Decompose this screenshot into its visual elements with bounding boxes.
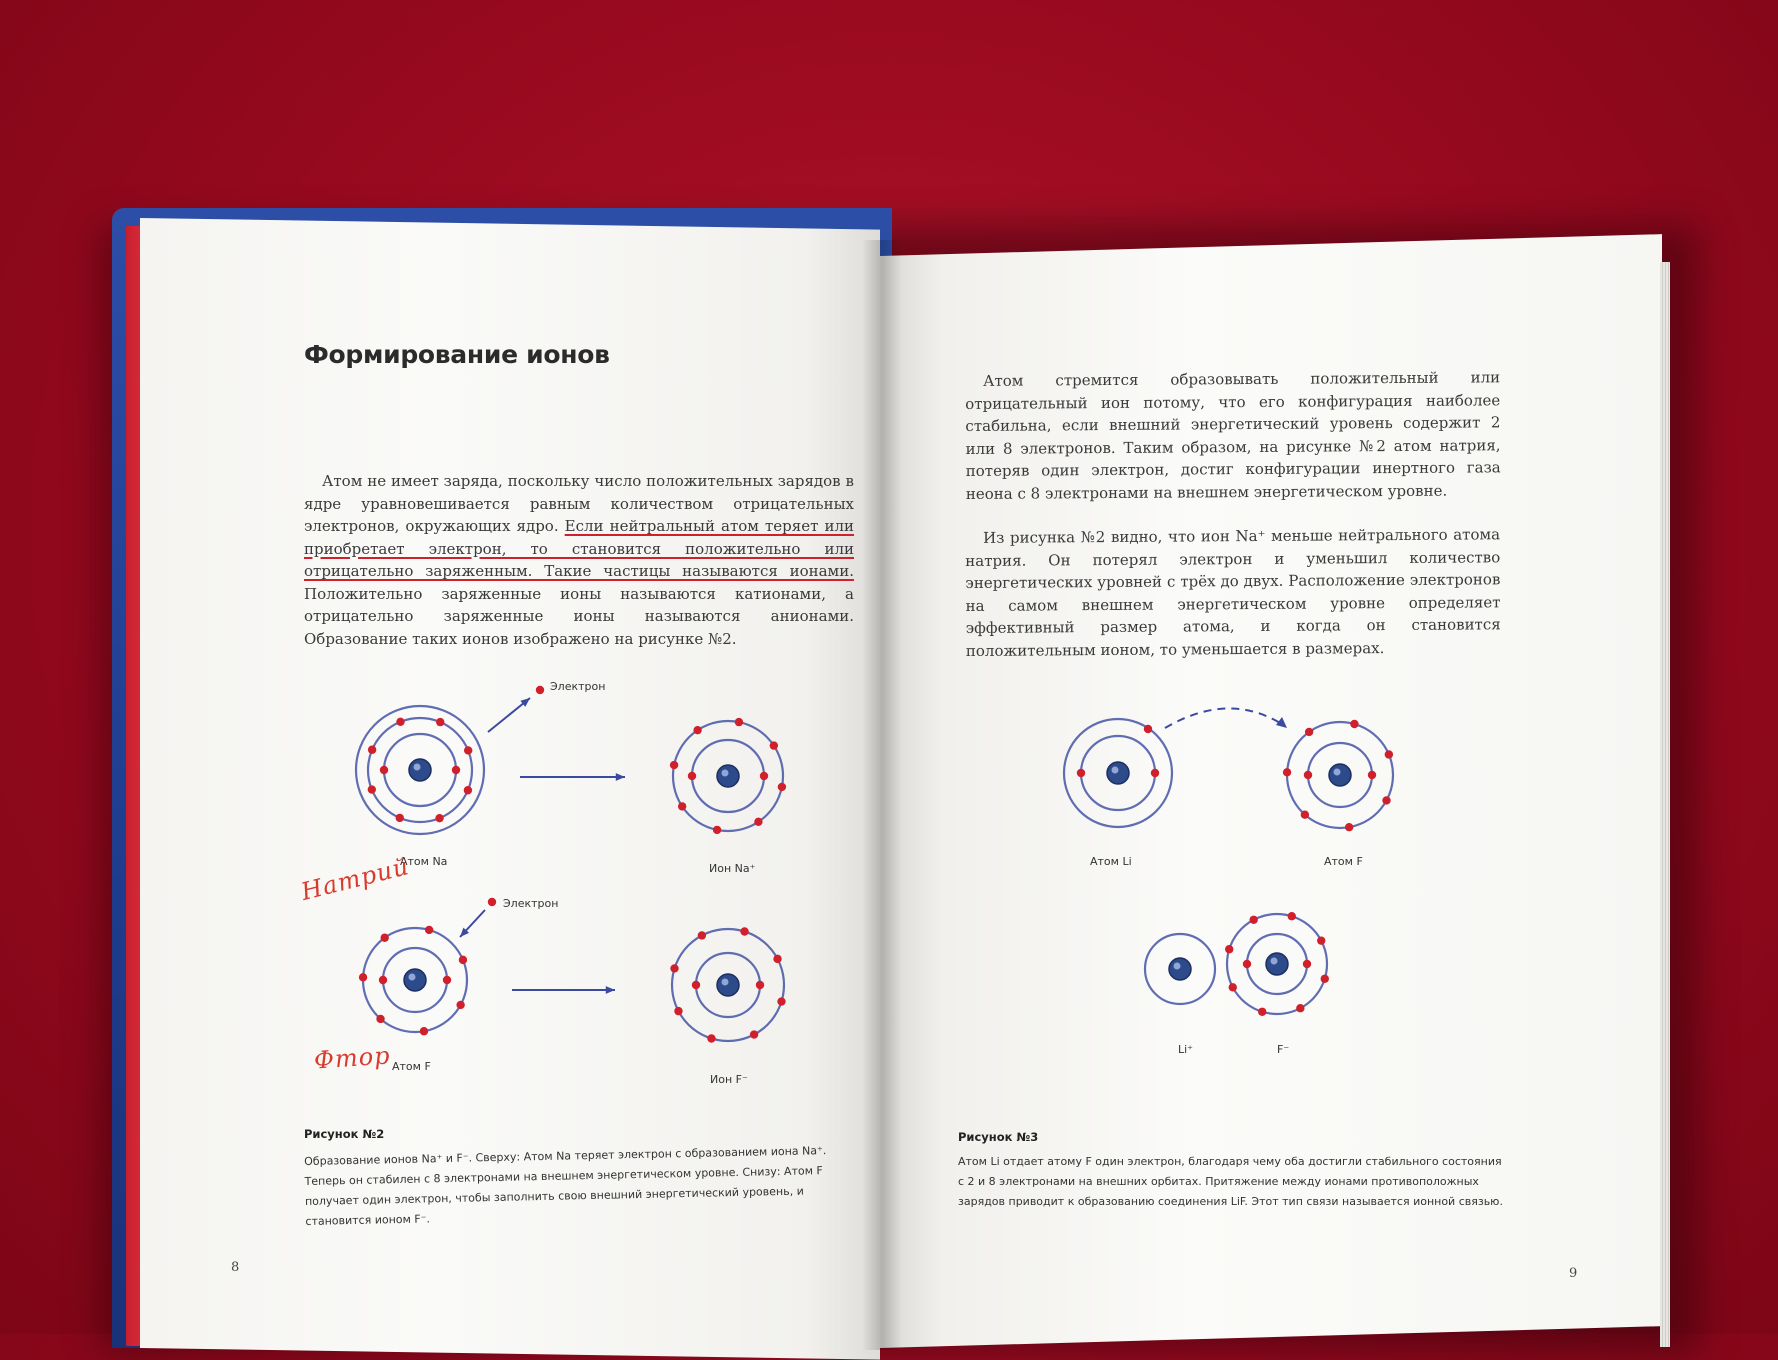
ion-na-electron (693, 726, 701, 734)
atom-na-nucleus-highlight (414, 764, 421, 771)
atom-f-right-electron (1301, 810, 1309, 818)
ion-na-electron (754, 818, 762, 826)
free-electron-bottom (488, 898, 496, 906)
atom-f-right-nucleus (1329, 764, 1351, 786)
ion-f-right-nucleus (1266, 953, 1288, 975)
ion-na-electron (760, 772, 768, 780)
atom-f-right-electron (1368, 771, 1376, 779)
atom-li-nucleus-highlight (1112, 767, 1119, 774)
figure3-caption: Атом Li отдает атому F один электрон, благодаря чему оба достигли стабильного состояния с 2 и 8 электронами на внешних орбитах. Притяжение между ионами противоположных зарядов приводит к образованию соединения LiF. Этот тип связи называется ионной связью. (958, 1155, 1503, 1208)
atom-na-electron (368, 785, 376, 793)
atom-na-electron (435, 814, 443, 822)
atom-na-electron (452, 766, 460, 774)
ion-f-electron (750, 1030, 758, 1038)
ion-f-right-electron (1229, 983, 1237, 991)
ion-f-right-electron (1321, 975, 1329, 983)
atom-f-electron (376, 1015, 384, 1023)
ion-f-electron (756, 981, 764, 989)
label-ion-na: Ион Na⁺ (709, 862, 756, 875)
ion-na-electron (778, 783, 786, 791)
label-ion-f: Ион F⁻ (710, 1073, 748, 1086)
ion-f-right-electron (1303, 960, 1311, 968)
atom-na-nucleus (409, 759, 431, 781)
handwritten-note-ftor: Фтор (313, 1041, 392, 1075)
atom-f-electron (456, 1001, 464, 1009)
free-electron-top (536, 686, 544, 694)
atom-f-right-nucleus-highlight (1334, 769, 1341, 776)
ion-f-right-electron (1288, 912, 1296, 920)
atom-na-electron (464, 746, 472, 754)
ion-f-electron (777, 997, 785, 1005)
atom-f-nucleus (404, 969, 426, 991)
ion-na-electron (670, 761, 678, 769)
ion-f-electron (707, 1034, 715, 1042)
label-atom-f-right: Атом F (1324, 855, 1363, 868)
ion-f-electron (698, 931, 706, 939)
ion-f-electron (692, 981, 700, 989)
atom-f-electron (459, 956, 467, 964)
label-atom-na: Атом Na (400, 855, 448, 868)
atom-na-electron (368, 746, 376, 754)
right-paragraph-2: Из рисунка №2 видно, что ион Na⁺ меньше нейтрального атома натрия. Он потерял электрон и уменьшил количество энергетических уровней с трёх до двух. Расположение электронов на самом внешнем энергетическом уровне определяет эффективный размер атома, и когда он становится положительным ионом, то уменьшается в размерах. (965, 525, 1501, 660)
label-atom-li: Атом Li (1090, 855, 1132, 868)
ion-f-right-electron (1249, 916, 1257, 924)
atom-f-electron (379, 976, 387, 984)
atom-f-right-electron (1345, 823, 1353, 831)
label-atom-f: Атом F (392, 1060, 431, 1073)
li-valence-electron (1144, 725, 1152, 733)
atom-f-right-electron (1385, 750, 1393, 758)
label-ion-f-right: F⁻ (1277, 1043, 1290, 1056)
ion-li-nucleus (1169, 958, 1191, 980)
intro-paragraph (304, 470, 854, 650)
ion-na-nucleus-highlight (722, 770, 729, 777)
ion-na-electron (735, 718, 743, 726)
atom-li-electron (1151, 769, 1159, 777)
atom-f-electron (425, 926, 433, 934)
atom-na-electron (464, 786, 472, 794)
atom-f-right-electron (1382, 796, 1390, 804)
label-electron-bottom: Электрон (503, 897, 559, 910)
ion-f-right-electron (1258, 1008, 1266, 1016)
atom-f-electron (420, 1027, 428, 1035)
intro-text-start: Атом не имеет заряда, поскольку число положительных зарядов в ядре уравновешивается равным количеством отрицательных электронов, окружающих ядро. (304, 472, 854, 535)
atom-li-electron (1077, 769, 1085, 777)
ion-f-electron (740, 927, 748, 935)
ion-na-nucleus (717, 765, 739, 787)
ion-li-nucleus-highlight (1174, 963, 1181, 970)
atom-f-right-electron (1304, 771, 1312, 779)
page-number-left: 8 (231, 1260, 240, 1275)
handwritten-note-natriy: Натрий (298, 852, 413, 906)
intro-text-end: Положительно заряженные ионы называются катионами, а отрицательно заряженные ионы называются анионами. Образование таких ионов изображено на рисунке №2. (304, 584, 854, 648)
label-electron-top: Электрон (550, 680, 606, 693)
book-gutter (862, 240, 902, 1350)
ion-na-electron (770, 741, 778, 749)
atom-na-electron (396, 814, 404, 822)
ion-f-right-electron (1317, 936, 1325, 944)
atom-f-right-electron (1283, 768, 1291, 776)
atom-f-right-electron (1305, 728, 1313, 736)
ion-f-right-electron (1225, 945, 1233, 953)
ion-na-electron (688, 772, 696, 780)
atom-na-electron (380, 766, 388, 774)
figure2-title: Рисунок №2 (304, 1127, 385, 1141)
ion-f-right-nucleus-highlight (1271, 958, 1278, 965)
figure2-caption: Образование ионов Na⁺ и F⁻. Сверху: Атом Na теряет электрон с образованием иона Na⁺. Теперь он стабилен с 8 электронами на внешнем энергетическом уровне. Снизу: Атом F получает один электрон, чтобы заполнить свою внешний энергетический уровень, и становится ионом F⁻. (304, 1144, 827, 1228)
atom-na-electron (436, 718, 444, 726)
ion-f-electron (674, 1007, 682, 1015)
ion-f-nucleus (717, 974, 739, 996)
atom-f-right-electron (1350, 720, 1358, 728)
page-stack-edge (1660, 262, 1670, 1347)
page-heading: Формирование ионов (304, 340, 610, 369)
figure3-title: Рисунок №3 (958, 1130, 1039, 1144)
ion-f-right-electron (1243, 960, 1251, 968)
ion-f-nucleus-highlight (722, 979, 729, 986)
ion-f-electron (773, 955, 781, 963)
ion-na-electron (713, 826, 721, 834)
ion-f-electron (670, 964, 678, 972)
ion-na-electron (678, 802, 686, 810)
right-paragraph-1: Атом стремится образовывать положительный или отрицательный ион потому, что его конфигурация наиболее стабильна, если внешний энергетический уровень содержит 2 или 8 электронов. Таким образом, на рисунке №2 атом натрия, потеряв один электрон, достиг конфигурации инертного газа неона с 8 электронами на внешнем энергетическом уровне. (965, 368, 1501, 503)
atom-na-electron (396, 718, 404, 726)
atom-f-electron (381, 934, 389, 942)
label-ion-li: Li⁺ (1178, 1043, 1193, 1056)
ion-f-right-electron (1296, 1004, 1304, 1012)
atom-f-nucleus-highlight (409, 974, 416, 981)
atom-li-nucleus (1107, 762, 1129, 784)
atom-f-electron (443, 976, 451, 984)
atom-f-electron (359, 973, 367, 981)
ionic-bond-diagram (0, 0, 1, 1)
underlined-definition: Если нейтральный атом теряет или приобретает электрон, то становится положительно или отрицательно заряженным. Такие частицы называются ионами. (304, 517, 854, 580)
page-number-right: 9 (1569, 1266, 1578, 1281)
